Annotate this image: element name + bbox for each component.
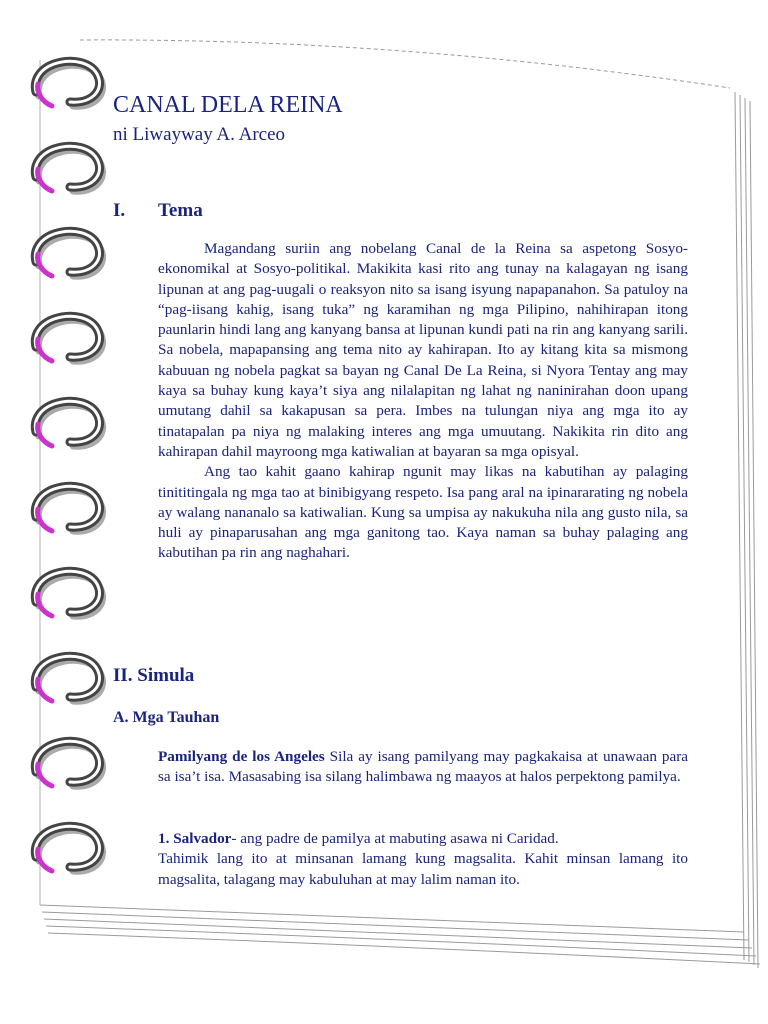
- character-role: - ang padre de pamilya at mabuting asawa ni Caridad.: [231, 830, 559, 847]
- section-heading-tema: Tema: [158, 200, 203, 221]
- character-name: 1. Salvador: [158, 830, 232, 847]
- paragraph: Magandang suriin ang nobelang Canal de la Reina sa aspetong Sosyo-ekonomikal at Sosyo-politikal. Makikita kasi rito ang tunay na kalagayan ng isang lipunan at ang pag-uugali o reaksyon nito sa isang isyung napapanahon. Sa patuloy na “pag-iisang kahig, isang tuka” ng karamihan ng mga Pilipino, nahihirapan itong paunlarin hindi lang ang kanyang bansa at lipunan kundi pati na rin ang kanyang sarili. Sa nobela, mapapansing ang tema nito ay kahirapan. Ito ay kitang kita sa mismong kabuuan ng nobela pagkat sa bayan ng Canal De La Reina, si Nyora Tentay ang may kaya sa buhay kung kaya’t siya ang nilalapitan ng lahat ng naninirahan doon upang umutang dahil sa kakapusan sa pera. Imbes na tulungan niya ang mga ito ay tinatapalan pa niya ng malaking interes ang mga umuutang. Nakikita rin dito ang kahirapan dahil mayroong mga katiwalian at bayaran sa mga opisyal.: [158, 240, 688, 460]
- family-description: [158, 747, 688, 788]
- page-stack-right: [735, 92, 758, 968]
- binding-ring-icon: [35, 656, 102, 701]
- binding-ring-icon: [35, 316, 102, 361]
- character-continuation: Tahimik lang ito at minsanan lamang kung magsalita. Kahit minsan lamang ito magsalita, talagang may kabuluhan at may lalim naman ito.: [158, 850, 688, 888]
- document-title: CANAL DELA REINA: [113, 92, 343, 118]
- section-number: I.: [113, 200, 126, 221]
- binding-ring-icon: [35, 571, 102, 616]
- family-name: Pamilyang de los Angeles: [158, 748, 325, 765]
- binding-ring-icon: [35, 231, 102, 276]
- family-text: Sila ay isang pamilyang may pagkakaisa at unawaan para sa isa’t isa. Masasabing isa silang halimbawa ng maayos at halos perpektong pamilya.: [158, 748, 689, 786]
- section-heading-simula: II. Simula: [113, 665, 195, 686]
- document-author: ni Liwayway A. Arceo: [113, 124, 286, 145]
- paragraph: Ang tao kahit gaano kahirap ngunit may likas na kabutihan ay palaging tinititingala ng mga tao at binibigyang respeto. Isa pang aral na ipinararating ng nobela ay walang nananalo sa katiwalian. Kung sa umpisa ay nakukuha nila ang gusto nila, sa huli ay pinaparusahan ang mga ganitong tao. Kaya naman sa buhay palaging ang kabutihan pa rin ang naghahari.: [158, 463, 688, 562]
- character-description: [158, 829, 688, 890]
- binding-ring-icon: [35, 486, 102, 531]
- subheading-mga-tauhan: A. Mga Tauhan: [113, 709, 220, 726]
- binding-ring-icon: [35, 826, 102, 871]
- page-stack-bottom: [40, 905, 760, 964]
- spiral-binding: [35, 61, 102, 871]
- binding-ring-icon: [35, 741, 102, 786]
- section-tema-body: [158, 239, 688, 564]
- page-top-edge: [80, 40, 730, 88]
- binding-ring-icon: [35, 401, 102, 446]
- binding-ring-icon: [35, 61, 102, 106]
- binding-ring-icon: [35, 146, 102, 191]
